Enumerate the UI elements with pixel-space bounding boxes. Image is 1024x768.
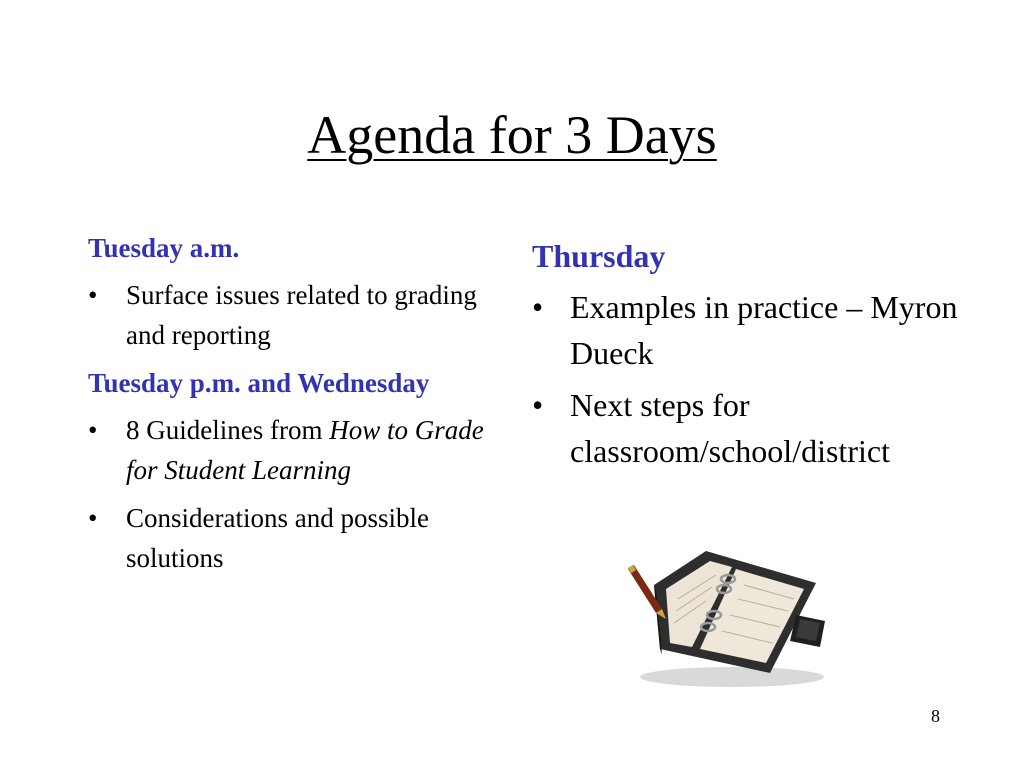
slide-number: 8 xyxy=(931,706,940,726)
right-column xyxy=(532,234,992,480)
bullet-glyph: • xyxy=(88,415,98,445)
heading-tuesday-am: Tuesday a.m. xyxy=(88,233,240,263)
bullet-list-tuesday-am xyxy=(88,275,508,355)
bullet-list-thursday xyxy=(532,284,992,474)
book-title: How to Grade for Student Learning xyxy=(126,415,484,485)
day-planner-with-pen-icon xyxy=(620,545,835,695)
bullet-text: Next steps for classroom/school/district xyxy=(570,387,890,469)
left-column xyxy=(88,228,508,586)
bullet-text: Considerations and possible solutions xyxy=(126,503,429,573)
slide-title xyxy=(0,100,1024,170)
bullet-item xyxy=(88,498,508,578)
bullet-item xyxy=(532,284,992,376)
bullet-glyph: • xyxy=(532,387,544,423)
bullet-text: Surface issues related to grading and reporting xyxy=(126,280,477,350)
bullet-text-prefix: 8 Guidelines from xyxy=(126,415,330,445)
bullet-item xyxy=(88,410,508,490)
bullet-item xyxy=(88,275,508,355)
bullet-glyph: • xyxy=(88,503,98,533)
slide-title-text: Agenda for 3 Days xyxy=(307,105,717,165)
bullet-list-tuesday-pm xyxy=(88,410,508,578)
bullet-text: Examples in practice – Myron Dueck xyxy=(570,289,958,371)
bullet-glyph: • xyxy=(532,289,544,325)
bullet-glyph: • xyxy=(88,280,98,310)
bullet-item xyxy=(532,382,992,474)
heading-thursday: Thursday xyxy=(532,238,666,274)
heading-tuesday-pm-wednesday: Tuesday p.m. and Wednesday xyxy=(88,368,430,398)
